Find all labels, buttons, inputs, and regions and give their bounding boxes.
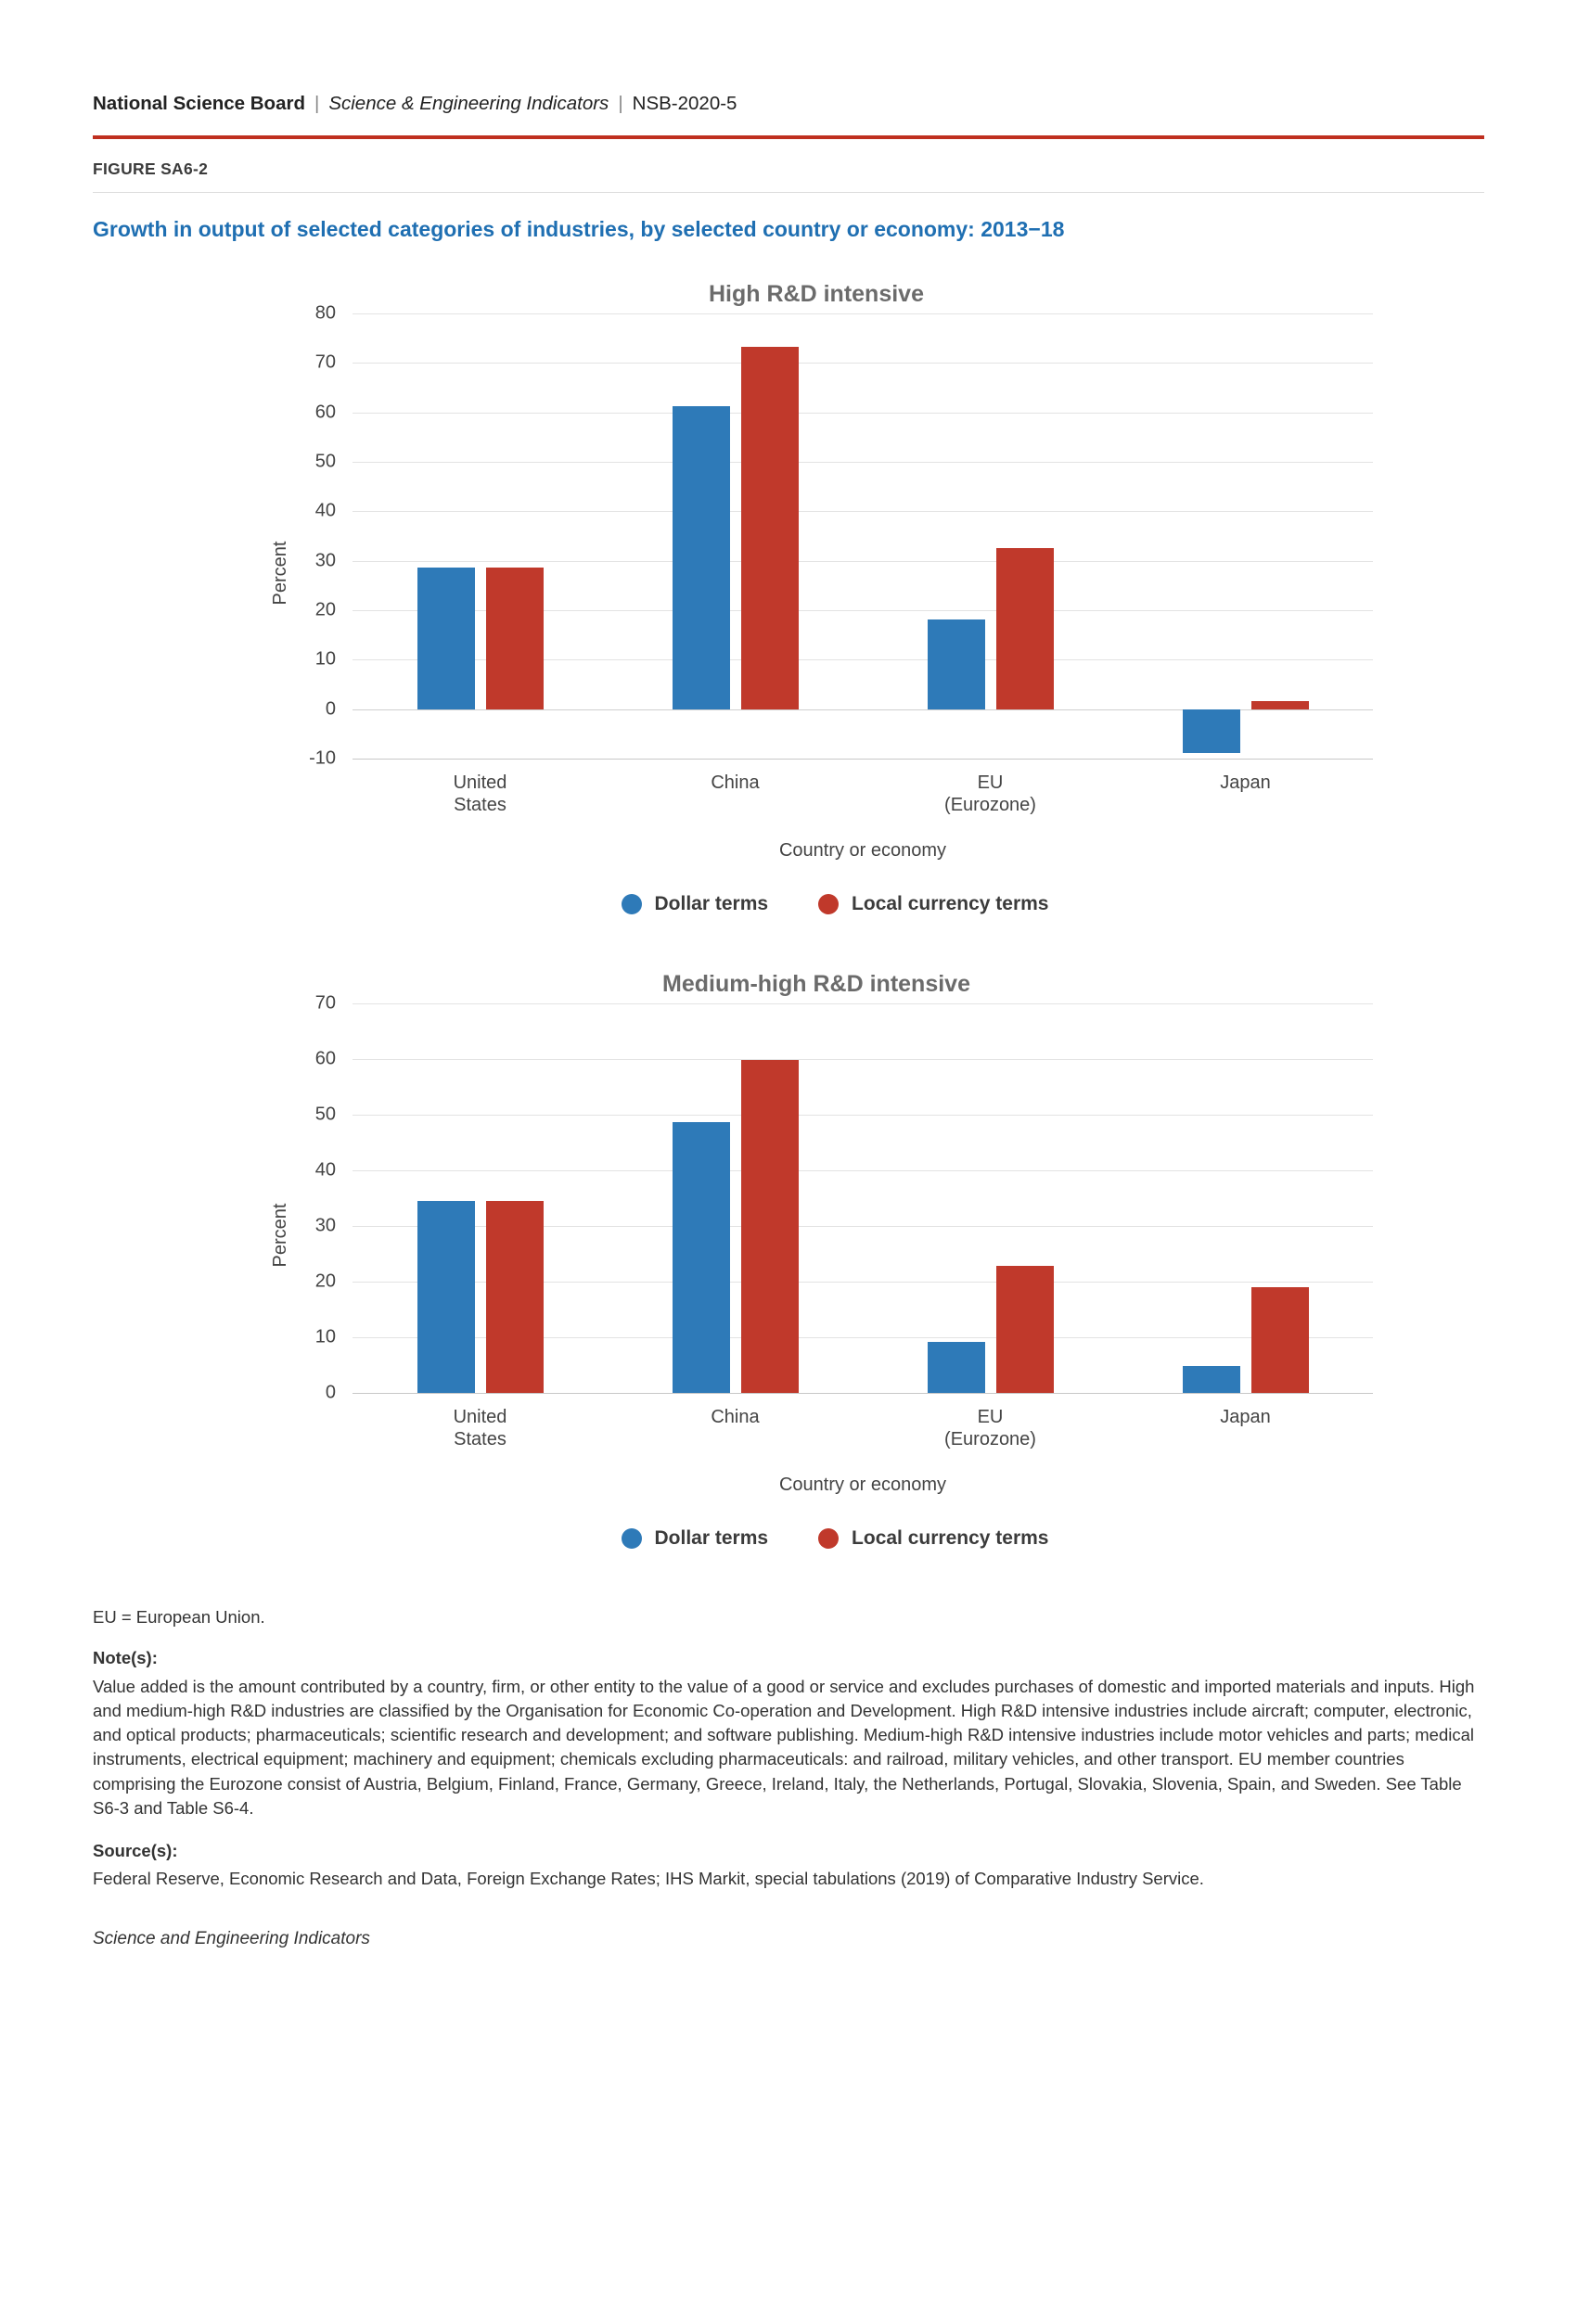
y-axis-tick: 20 (314, 1271, 336, 1292)
y-axis-tick: 10 (314, 1326, 336, 1347)
bar-local-2 (996, 1266, 1054, 1393)
bar-dollar-0 (417, 1201, 475, 1393)
bar-dollar-0 (417, 568, 475, 709)
y-axis-tick: 30 (314, 1215, 336, 1236)
chart-title: High R&D intensive (709, 281, 924, 307)
y-axis-tick: 50 (314, 451, 336, 472)
gridline (353, 1170, 1373, 1171)
legend-label-local-currency-terms: Local currency terms (852, 893, 1049, 914)
y-axis-label: Percent (269, 1203, 290, 1268)
organization-name: National Science Board (93, 93, 305, 114)
figure-divider (93, 192, 1484, 193)
bar-dollar-2 (928, 1342, 985, 1393)
legend-swatch-blue-icon (622, 894, 642, 914)
y-axis-tick: 60 (314, 1048, 336, 1069)
x-axis-tick (944, 1406, 1036, 1451)
x-axis-tick-line: Japan (1220, 773, 1271, 793)
x-axis-tick (711, 772, 759, 794)
bar-dollar-1 (673, 406, 730, 709)
x-axis-label: Country or economy (778, 1475, 947, 1495)
figure-title: Growth in output of selected categories of industries, by selected country or economy: 2013−18 (93, 217, 1065, 241)
x-axis-tick (1220, 772, 1271, 794)
y-axis-tick: 0 (325, 1382, 336, 1403)
legend-item-dollar-terms (622, 1527, 769, 1550)
bar-local-2 (996, 548, 1054, 709)
header-separator-1: | (314, 93, 320, 114)
x-tick-row (353, 759, 1373, 833)
document-footer: Science and Engineering Indicators (93, 1928, 370, 1948)
y-axis-label: Percent (269, 541, 290, 606)
x-axis-label: Country or economy (778, 840, 947, 861)
x-axis-tick-line: United (453, 1407, 507, 1427)
x-axis-tick-line: EU (977, 773, 1004, 793)
x-axis-tick-line: United (453, 773, 507, 793)
y-axis-tick: 0 (325, 698, 336, 720)
bar-local-3 (1251, 701, 1309, 709)
gridline (353, 1059, 1373, 1060)
figure-notes (93, 1605, 1484, 1892)
x-axis-tick-line: States (454, 795, 506, 816)
bar-local-1 (741, 347, 799, 709)
gridline (353, 363, 1373, 364)
legend-swatch-red-icon (818, 894, 839, 914)
x-axis-tick-line: China (711, 773, 760, 793)
y-axis-tick: 40 (314, 1159, 336, 1181)
x-axis-tick (944, 772, 1036, 817)
publication-name: Science & Engineering Indicators (328, 93, 609, 114)
gridline (353, 1115, 1373, 1116)
gridline (353, 561, 1373, 562)
plot-area (314, 992, 1373, 1403)
y-axis-tick: 30 (314, 550, 336, 571)
legend-item-local-currency-terms (818, 1527, 1048, 1550)
x-axis-tick (454, 1406, 507, 1451)
y-axis-tick: 70 (314, 351, 336, 373)
legend-swatch-red-icon (818, 1528, 839, 1549)
x-axis-tick (1220, 1406, 1271, 1428)
header-separator-2: | (618, 93, 623, 114)
note-label: Note(s): (93, 1648, 158, 1668)
chart-medium-high-rd-intensive (93, 971, 1484, 1550)
plot-wrapper (93, 992, 1484, 1467)
plot-wrapper (93, 302, 1484, 833)
legend-item-dollar-terms (622, 893, 769, 915)
y-axis-tick: 50 (314, 1104, 336, 1125)
gridline (353, 511, 1373, 512)
document-header (93, 0, 1484, 115)
legend-label-local-currency-terms: Local currency terms (852, 1527, 1049, 1549)
x-axis-tick (454, 772, 507, 817)
x-axis-tick-line: Japan (1220, 1407, 1271, 1427)
source-label: Source(s): (93, 1841, 178, 1861)
chart-legend (93, 1527, 1484, 1550)
y-axis-tick: 40 (314, 500, 336, 521)
y-axis-tick: 20 (314, 599, 336, 620)
source-text: Federal Reserve, Economic Research and Data, Foreign Exchange Rates; IHS Markit, special tabulations (2019) of Comparative Industry Service. (93, 1869, 1204, 1889)
header-accent-rule (93, 135, 1484, 139)
bar-dollar-3 (1183, 709, 1240, 753)
note-text: Value added is the amount contributed by a country, firm, or other entity to the value of a good or service and excludes purchases of domestic and imported materials and inputs. High and medium-high R&D industries are classified by the Organisation for Economic Co-operation and Development. High R&D intensive industries include aircraft; computer, electronic, and optical products; pharmaceuticals; scientific research and development; and software publishing. Medium-high R&D intensive industries include motor vehicles and parts; medical instruments, electrical equipment; machinery and equipment; chemicals excluding pharmaceuticals: and railroad, military vehicles, and other transport. EU member countries comprising the Eurozone consist of Austria, Belgium, Finland, France, Germany, Greece, Ireland, Italy, the Netherlands, Portugal, Slovakia, Slovenia, Spain, and Sweden. See Table S6-3 and Table S6-4. (93, 1676, 1475, 1818)
x-axis-tick-line: (Eurozone) (944, 1429, 1036, 1450)
bar-dollar-1 (673, 1122, 730, 1393)
x-axis-tick-line: (Eurozone) (944, 795, 1036, 816)
legend-swatch-blue-icon (622, 1528, 642, 1549)
y-axis-tick: 60 (314, 402, 336, 423)
y-axis-tick: 80 (314, 302, 336, 324)
x-axis-tick (711, 1406, 759, 1428)
figure-label: FIGURE SA6-2 (93, 160, 209, 178)
plot-area (309, 302, 1373, 769)
chart-title: Medium-high R&D intensive (662, 971, 970, 997)
y-axis-tick: 10 (314, 648, 336, 670)
y-axis-tick: 70 (314, 992, 336, 1014)
gridline (353, 413, 1373, 414)
gridline (353, 1003, 1373, 1004)
bar-local-0 (486, 1201, 544, 1393)
gridline (353, 462, 1373, 463)
bar-local-1 (741, 1060, 799, 1393)
bar-local-0 (486, 568, 544, 709)
x-axis-tick-line: States (454, 1429, 506, 1450)
bar-dollar-2 (928, 619, 985, 709)
bar-local-3 (1251, 1287, 1309, 1393)
abbreviation-note: EU = European Union. (93, 1607, 265, 1627)
chart-high-rd-intensive (93, 281, 1484, 915)
bar-dollar-3 (1183, 1366, 1240, 1393)
legend-item-local-currency-terms (818, 893, 1048, 915)
x-tick-row (353, 1393, 1373, 1467)
chart-legend (93, 893, 1484, 915)
report-number: NSB-2020-5 (632, 93, 737, 114)
x-axis-tick-line: China (711, 1407, 760, 1427)
legend-label-dollar-terms: Dollar terms (654, 1527, 769, 1549)
gridline (353, 313, 1373, 314)
x-axis-tick-line: EU (977, 1407, 1004, 1427)
legend-label-dollar-terms: Dollar terms (654, 893, 769, 914)
y-axis-tick: -10 (309, 747, 336, 769)
